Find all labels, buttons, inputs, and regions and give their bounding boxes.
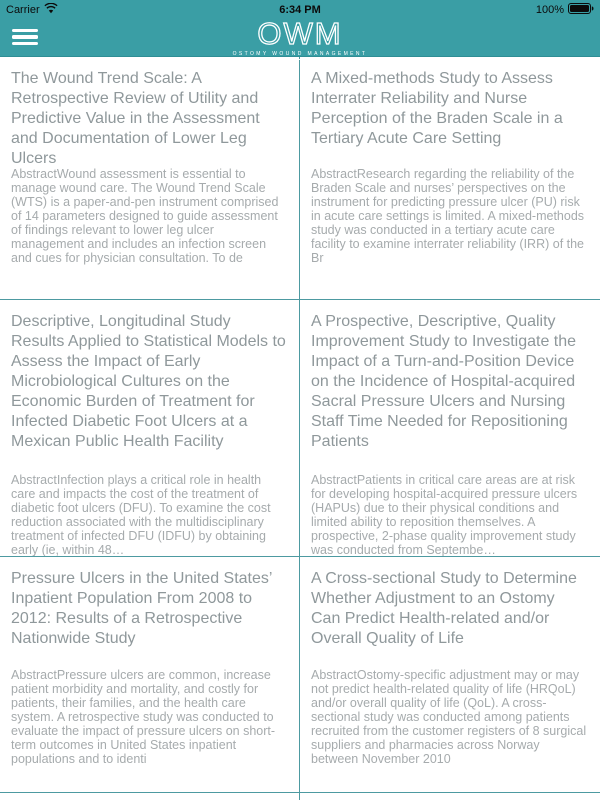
- article-card[interactable]: [300, 57, 600, 299]
- article-card: [300, 793, 600, 800]
- article-card[interactable]: [0, 300, 300, 556]
- owm-logo-tagline: OSTOMY WOUND MANAGEMENT: [231, 51, 370, 60]
- article-row: [0, 793, 600, 800]
- article-card: [0, 793, 300, 800]
- article-abstract: AbstractWound assessment is essential to manage wound care. The Wound Trend Scale (WTS) is a paper-and-pen instrument comprised of 14 parameters designed to guide assessment of findings relevant to lower leg ulcer management and includes an infection screen and cues for physician consultation. To de: [11, 167, 279, 265]
- article-title: Pressure Ulcers in the United States’ Inpatient Population From 2008 to 2012: Results of a Retrospective Nationwide Study: [11, 570, 277, 647]
- article-title: The Wound Trend Scale: A Retrospective Review of Utility and Predictive Value in the Assessment and Documentation of Lower Leg Ulcers: [11, 70, 265, 167]
- article-row: [0, 300, 600, 557]
- battery-icon: [568, 3, 594, 17]
- nav-bar: [0, 16, 600, 57]
- article-abstract: AbstractInfection plays a critical role in health care and impacts the cost of the treatment of diabetic foot ulcers (DFU). To examine the cost reduction associated with the multidisciplinary treatment of infected DFU (IDFU) by obtaining early (ie, within 48…: [11, 473, 271, 556]
- article-row: [0, 57, 600, 300]
- clock-label: 6:34 PM: [279, 4, 321, 16]
- battery-percent-label: 100%: [535, 4, 564, 16]
- article-card[interactable]: [0, 57, 300, 299]
- article-title: Descriptive, Longitudinal Study Results Applied to Statistical Models to Assess the Impact of Early Microbiological Cultures on the Economic Burden of Treatment for Infected Diabetic Foot Ulcers at a Mexican Public Health Facility: [11, 313, 290, 450]
- carrier-label: Carrier: [6, 4, 40, 16]
- article-title: A Cross-sectional Study to Determine Whether Adjustment to an Ostomy Can Predict Health-related and/or Overall Quality of Life: [311, 570, 582, 647]
- article-card[interactable]: [300, 557, 600, 792]
- article-title: A Mixed-methods Study to Assess Interrater Reliability and Nurse Perception of the Braden Scale in a Tertiary Acute Care Setting: [311, 70, 567, 147]
- app-header: [0, 0, 600, 57]
- owm-logo: [0, 17, 600, 60]
- article-card[interactable]: [300, 300, 600, 556]
- article-abstract: AbstractResearch regarding the reliability of the Braden Scale and nurses’ perspectives on the instrument for predicting pressure ulcer (PU) risk in acute care settings is limited. A mixed-methods study was conducted in a tertiary acute care facility to examine interrater reliability (IRR) of the Br: [311, 167, 585, 265]
- article-row: [0, 557, 600, 793]
- article-grid: [0, 57, 600, 800]
- article-abstract: AbstractPressure ulcers are common, increase patient morbidity and mortality, and costly for patients, their families, and the health care system. A retrospective study was conducted to evaluate the impact of pressure ulcers on short-term outcomes in United States inpatient populations and to identi: [11, 668, 276, 766]
- article-card[interactable]: [0, 557, 300, 792]
- article-title: A Prospective, Descriptive, Quality Improvement Study to Investigate the Impact of a Turn-and-Position Device on the Incidence of Hospital-acquired Sacral Pressure Ulcers and Nursing Staff Time Needed for Repositioning Patients: [311, 313, 581, 450]
- article-abstract: AbstractOstomy-specific adjustment may or may not predict health-related quality of life (HRQoL) and/or overall quality of life (QoL). A cross-sectional study was conducted among patients recruited from the customer registers of 8 surgical suppliers and pharmacies across Norway between November 2010: [311, 668, 587, 766]
- article-abstract: AbstractPatients in critical care areas are at risk for developing hospital-acquired pressure ulcers (HAPUs) due to their physical conditions and limited ability to reposition themselves. A prospective, 2-phase quality improvement study was conducted from Septembe…: [311, 473, 578, 556]
- owm-logo-text: OWM: [257, 16, 343, 51]
